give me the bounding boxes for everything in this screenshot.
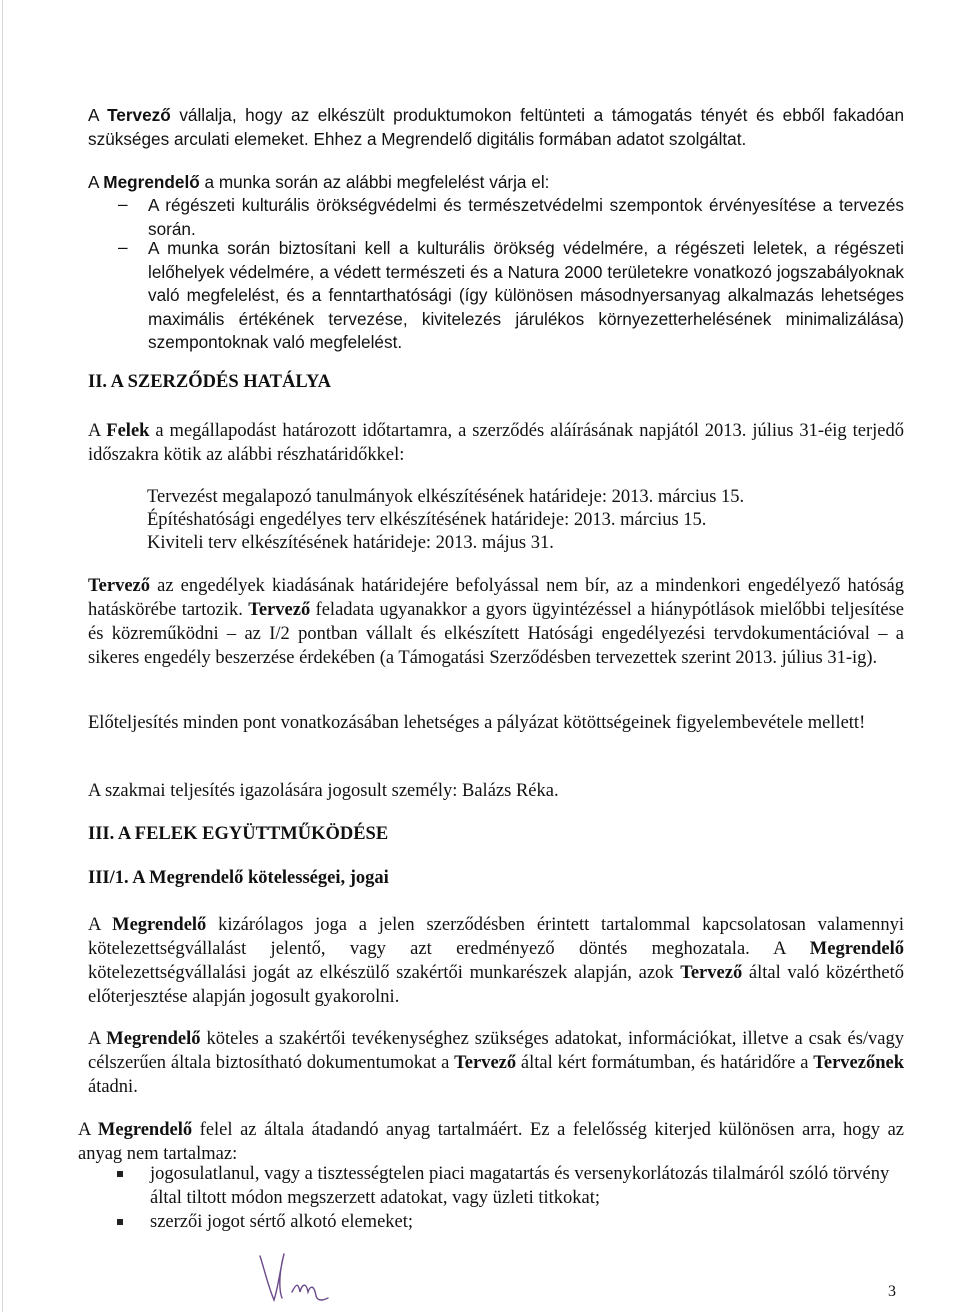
bullet-item-text: jogosulatlanul, vagy a tisztességtelen piaci magatartás és versenykorlátozás tilalmáról szóló törvény által tiltott módon megszerzett adatokat, vagy üzleti titkokat; xyxy=(150,1164,890,1208)
section3-paragraph-2 xyxy=(88,1027,904,1099)
section3-paragraph-3 xyxy=(78,1118,904,1166)
intro-paragraph-1 xyxy=(88,103,904,151)
bold-term: Felek xyxy=(106,421,150,441)
section2-paragraph-1 xyxy=(88,419,904,467)
page-number: 3 xyxy=(888,1283,896,1300)
bullet-square-icon xyxy=(117,1219,123,1225)
subsection-heading: III/1. A Megrendelő kötelességei, jogai xyxy=(88,868,389,888)
bold-term: Megrendelő xyxy=(106,1029,201,1049)
section-heading: II. A SZERZŐDÉS HATÁLYA xyxy=(88,372,332,392)
bold-term: Tervező xyxy=(680,963,743,983)
dash-item-text: A régészeti kulturális örökségvédelmi és természetvédelmi szempontok érvényesítése a tervezés során. xyxy=(148,195,904,239)
dash-item-text: A munka során biztosítani kell a kulturális örökség védelmére, a régészeti leletek, a régészeti lelőhelyek védelmére, a védett természeti és a Natura 2000 területekre vonatkozó jogszabályoknak való megfelelést, és a fenntarthatósági (így különösen másodnyersanyag alkalmazás lehetséges maximális értékének tervezése, kivitelezés járulékos környezetterhelésének minimalizálása) szempontoknak való megfelelést. xyxy=(148,238,904,352)
bold-term: Megrendelő xyxy=(103,172,200,192)
section3-paragraph-1 xyxy=(88,913,904,1009)
section-heading: III. A FELEK EGYÜTTMŰKÖDÉSE xyxy=(88,824,389,844)
text-run: köteles a szakértői tevékenységhez szükséges adatokat, információkat, illetve a csak és/vagy célszerűen általa biztosítható dokumentumokat a xyxy=(88,1029,904,1073)
text-run: A xyxy=(78,1120,98,1140)
text-run: A xyxy=(88,1029,107,1049)
text-run: a megállapodást határozott időtartamra, a szerződés aláírásának napjától 2013. július 31-éig terjedő időszakra kötik az alábbi részhatáridőkkel: xyxy=(88,421,904,465)
section2-paragraph-2 xyxy=(88,574,904,670)
intro-paragraph-2 xyxy=(88,170,904,194)
text-run: által kért formátumban, és határidőre a xyxy=(516,1053,814,1073)
deadline-line: Kiviteli terv elkészítésének határideje: 2013. május 31. xyxy=(147,533,554,553)
bullet-item-text: szerzői jogot sértő alkotó elemeket; xyxy=(150,1212,414,1232)
scan-edge-line xyxy=(2,0,3,1312)
text-run: felel az általa átadandó anyag tartalmáért. Ez a felelősség kiterjed különösen arra, hogy az anyag nem tartalmaz: xyxy=(78,1120,904,1164)
text-run: az engedélyek kiadásának határidejére befolyással nem bír, az a mindenkori engedélyező hatóság hatáskörébe tartozik. xyxy=(88,576,904,620)
text-run: kötelezettségvállalási jogát az elkészülő szakértői munkarészek alapján, azok xyxy=(88,963,681,983)
text-run: feladata ugyanakkor a gyors ügyintézéssel a hiánypótlások mielőbbi teljesítése és közreműködni – az I/2 pontban vállalt és elkészített Hatósági engedélyezési tervdokumentációval – a sikeres engedély beszerzése érdekében (a Támogatási Szerződésben tervezettek szerint 2013. július 31-ig). xyxy=(88,600,904,668)
section2-paragraph-3: Előteljesítés minden pont vonatkozásában lehetséges a pályázat kötöttségeinek figyelembevétele mellett! xyxy=(88,713,866,733)
text-run: vállalja, hogy az elkészült produktumokon feltünteti a támogatás tényét és ebből fakadóan szükséges arculati elemeket. Ehhez a Megrendelő digitális formában adatot szolgáltat. xyxy=(88,105,904,149)
dash-marker: – xyxy=(118,194,128,214)
bold-term: Tervező xyxy=(454,1053,517,1073)
text-run: A xyxy=(88,915,113,935)
text-run: A xyxy=(88,172,104,192)
bold-term: Tervező xyxy=(88,576,150,596)
text-run: A xyxy=(88,421,107,441)
bold-term: Tervező xyxy=(248,600,311,620)
bold-term: Tervező xyxy=(107,105,171,125)
handwritten-initials-signature xyxy=(250,1248,350,1308)
bold-term: Megrendelő xyxy=(112,915,207,935)
text-run: a munka során az alábbi megfelelést várja el: xyxy=(199,172,550,192)
deadline-line: Tervezést megalapozó tanulmányok elkészítésének határideje: 2013. március 15. xyxy=(147,487,745,507)
bold-term: Megrendelő xyxy=(809,939,904,959)
section2-paragraph-4: A szakmai teljesítés igazolására jogosult személy: Balázs Réka. xyxy=(88,781,559,801)
bullet-square-icon xyxy=(117,1171,123,1177)
dash-marker: – xyxy=(118,237,128,257)
text-run: átadni. xyxy=(88,1077,138,1097)
deadline-line: Építéshatósági engedélyes terv elkészítésének határideje: 2013. március 15. xyxy=(147,510,707,530)
text-run: kizárólagos joga a jelen szerződésben érintett tartalommal kapcsolatosan valamennyi kötelezettségvállalást jelentő, vagy azt eredményező döntés meghozatala. A xyxy=(88,915,904,959)
text-run: A xyxy=(88,105,108,125)
bold-term: Megrendelő xyxy=(97,1120,193,1140)
bold-term: Tervezőnek xyxy=(813,1053,905,1073)
text-run: által való közérthető előterjesztése alapján jogosult gyakorolni. xyxy=(88,963,904,1007)
